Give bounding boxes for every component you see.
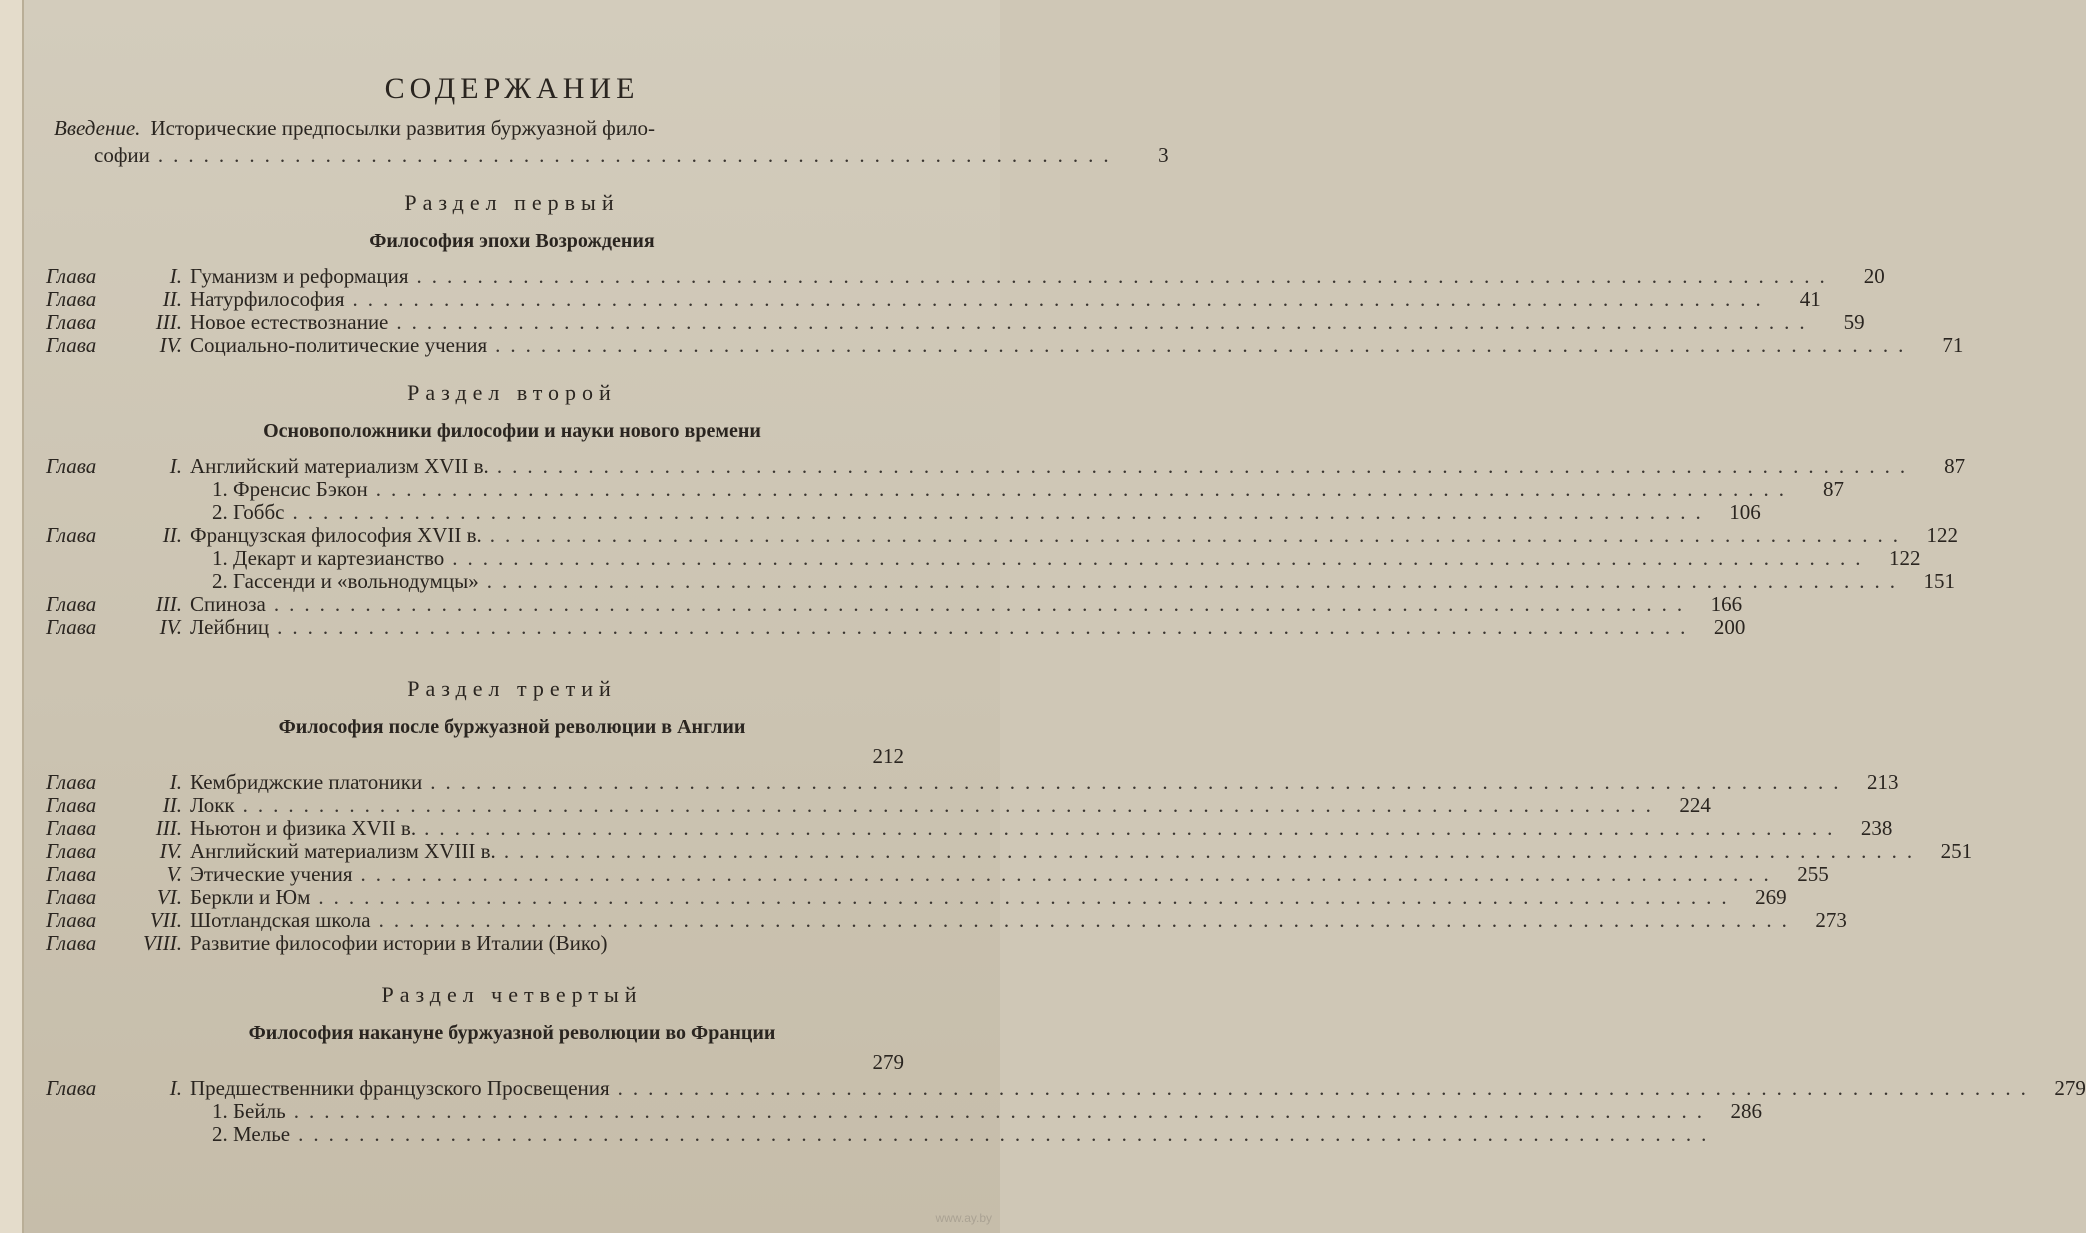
entry-title: Этические учения	[190, 862, 353, 886]
leader-dots: .............................................................................................	[352, 287, 1771, 311]
page-number: 255	[1797, 862, 1829, 886]
chapter-number: III.	[155, 592, 182, 616]
page-number: 200	[1713, 615, 1746, 639]
intro-line-2	[94, 143, 1169, 169]
leader-dots: .............................................................................................	[489, 523, 1909, 547]
leader-dots: ...............................................................	[157, 143, 1119, 167]
page-number: 122	[1926, 523, 1959, 547]
entry-title: 1. Френсис Бэкон	[212, 477, 368, 501]
section-heading: Философия после буржуазной революции в Англии	[278, 716, 746, 738]
leader-dots: .............................................................................................	[375, 477, 1794, 501]
leader-dots: .............................................................................................	[378, 908, 1797, 932]
page-number: 286	[1730, 1099, 1762, 1123]
entry-title: Гуманизм и реформация	[190, 264, 409, 288]
page-number: 269	[1755, 885, 1787, 909]
watermark: www.ay.by	[935, 1211, 992, 1225]
chapter-label: Глава	[46, 908, 97, 932]
section-heading: Философия накануне буржуазной революции во Франции	[248, 1022, 776, 1044]
chapter-number: IV.	[159, 839, 182, 863]
leader-dots: .............................................................................................	[273, 592, 1693, 616]
leader-dots: .............................................................................................	[416, 264, 1835, 288]
chapter-number: I.	[169, 1076, 182, 1100]
chapter-number: II.	[162, 523, 182, 547]
entry-title: Спиноза	[190, 592, 266, 616]
toc-entry	[46, 615, 1746, 641]
leader-dots: .............................................................................................	[503, 839, 1923, 863]
page-number: 238	[1860, 816, 1893, 840]
entry-title: 1. Бейль	[212, 1099, 286, 1123]
page-number: 71	[1942, 333, 1964, 357]
page-number: 41	[1799, 287, 1821, 311]
chapter-label: Глава	[46, 816, 97, 840]
chapter-label: Глава	[46, 839, 97, 863]
chapter-number: IV.	[159, 615, 182, 639]
chapter-label: Глава	[46, 885, 97, 909]
section-title: Раздел четвертый	[381, 982, 643, 1007]
chapter-number: VIII.	[142, 931, 182, 955]
page-number: 87	[1822, 477, 1844, 501]
entry-title: Беркли и Юм	[190, 885, 311, 909]
entry-title: Натурфилософия	[190, 287, 345, 311]
chapter-label: Глава	[46, 931, 97, 955]
chapter-number: V.	[166, 862, 182, 886]
chapter-label: Глава	[46, 264, 97, 288]
intro-text-1: Исторические предпосылки развития буржуазной фило-	[150, 116, 656, 140]
page-title: СОДЕРЖАНИЕ	[384, 72, 640, 105]
page-number: 279	[872, 1050, 904, 1074]
leader-dots: .............................................................................................	[496, 454, 1916, 478]
chapter-number: VI.	[156, 885, 182, 909]
entry-title: Ньютон и физика XVII в.	[190, 816, 417, 840]
entry-title: 1. Декарт и картезианство	[212, 546, 445, 570]
toc-entry	[46, 931, 904, 957]
entry-title: Кембриджские платоники	[190, 770, 423, 794]
entry-title: Лейбниц	[190, 615, 270, 639]
leader-dots: .............................................................................................	[495, 333, 1914, 357]
chapter-number: II.	[162, 287, 182, 311]
chapter-number: I.	[169, 454, 182, 478]
leader-dots: .............................................................................................	[617, 1076, 2036, 1100]
book-page	[24, 0, 2086, 1233]
chapter-label: Глава	[46, 793, 97, 817]
page-number: 273	[1815, 908, 1847, 932]
entry-title: Локк	[190, 793, 235, 817]
chapter-label: Глава	[46, 1076, 97, 1100]
chapter-label: Глава	[46, 615, 97, 639]
page-number: 106	[1729, 500, 1761, 524]
page-number: 166	[1710, 592, 1743, 616]
intro-page-number: 3	[1158, 143, 1169, 167]
leader-dots: .............................................................................................	[293, 1099, 1712, 1123]
leader-dots: .............................................................................................	[298, 1122, 1717, 1146]
toc-entry	[46, 1122, 1717, 1148]
page-number: 251	[1940, 839, 1973, 863]
leader-dots: .............................................................................................	[242, 793, 1661, 817]
toc-entry	[46, 333, 1964, 359]
leader-dots: .............................................................................................	[360, 862, 1779, 886]
entry-title: 2. Гассенди и «вольнодумцы»	[212, 569, 479, 593]
entry-title: Предшественники французского Просвещения	[190, 1076, 610, 1100]
page-number: 87	[1944, 454, 1966, 478]
leader-dots: .............................................................................................	[424, 816, 1843, 840]
section-title: Раздел первый	[404, 190, 620, 215]
entry-title: Новое естествознание	[190, 310, 389, 334]
intro-lead: Введение.	[54, 116, 141, 140]
page-number: 59	[1843, 310, 1865, 334]
page-number: 279	[2054, 1076, 2086, 1100]
section-page-number	[854, 744, 904, 770]
chapter-number: I.	[169, 770, 182, 794]
entry-title: 2. Мелье	[212, 1122, 291, 1146]
chapter-number: II.	[162, 793, 182, 817]
section-heading: Основоположники философии и науки нового времени	[263, 420, 761, 442]
section-title: Раздел второй	[407, 380, 617, 405]
chapter-number: VII.	[149, 908, 182, 932]
entry-title: Французская философия XVII в.	[190, 523, 482, 547]
leader-dots: .............................................................................................	[430, 770, 1849, 794]
chapter-label: Глава	[46, 287, 97, 311]
page-number: 151	[1923, 569, 1956, 593]
chapter-number: IV.	[159, 333, 182, 357]
intro-text-2: софии	[94, 143, 150, 167]
chapter-label: Глава	[46, 862, 97, 886]
leader-dots: .............................................................................................	[318, 885, 1737, 909]
section-heading: Философия эпохи Возрождения	[369, 230, 655, 252]
section-page-number	[854, 1050, 904, 1076]
entry-title: Английский материализм XVII в.	[190, 454, 489, 478]
chapter-label: Глава	[46, 310, 97, 334]
entry-title: 2. Гоббс	[212, 500, 285, 524]
chapter-label: Глава	[46, 770, 97, 794]
book-spine-edge	[0, 0, 24, 1233]
chapter-number: III.	[155, 816, 182, 840]
entry-title: Английский материализм XVIII в.	[190, 839, 496, 863]
chapter-number: III.	[155, 310, 182, 334]
section-title: Раздел третий	[407, 676, 617, 701]
leader-dots: .............................................................................................	[277, 615, 1696, 639]
page-number: 213	[1866, 770, 1899, 794]
leader-dots: .............................................................................................	[292, 500, 1711, 524]
leader-dots: .............................................................................................	[396, 310, 1815, 334]
chapter-label: Глава	[46, 523, 97, 547]
page-number: 122	[1889, 546, 1921, 570]
leader-dots: .............................................................................................	[452, 546, 1871, 570]
chapter-label: Глава	[46, 592, 97, 616]
page-number: 20	[1863, 264, 1885, 288]
chapter-label: Глава	[46, 454, 97, 478]
entry-title: Развитие философии истории в Италии (Вико)	[190, 931, 608, 955]
entry-title: Социально-политические учения	[190, 333, 488, 357]
leader-dots: .............................................................................................	[486, 569, 1906, 593]
chapter-label: Глава	[46, 333, 97, 357]
page-number: 212	[872, 744, 904, 768]
page-number: 224	[1679, 793, 1711, 817]
chapter-number: I.	[169, 264, 182, 288]
entry-title: Шотландская школа	[190, 908, 371, 932]
intro-line-1	[54, 116, 874, 142]
